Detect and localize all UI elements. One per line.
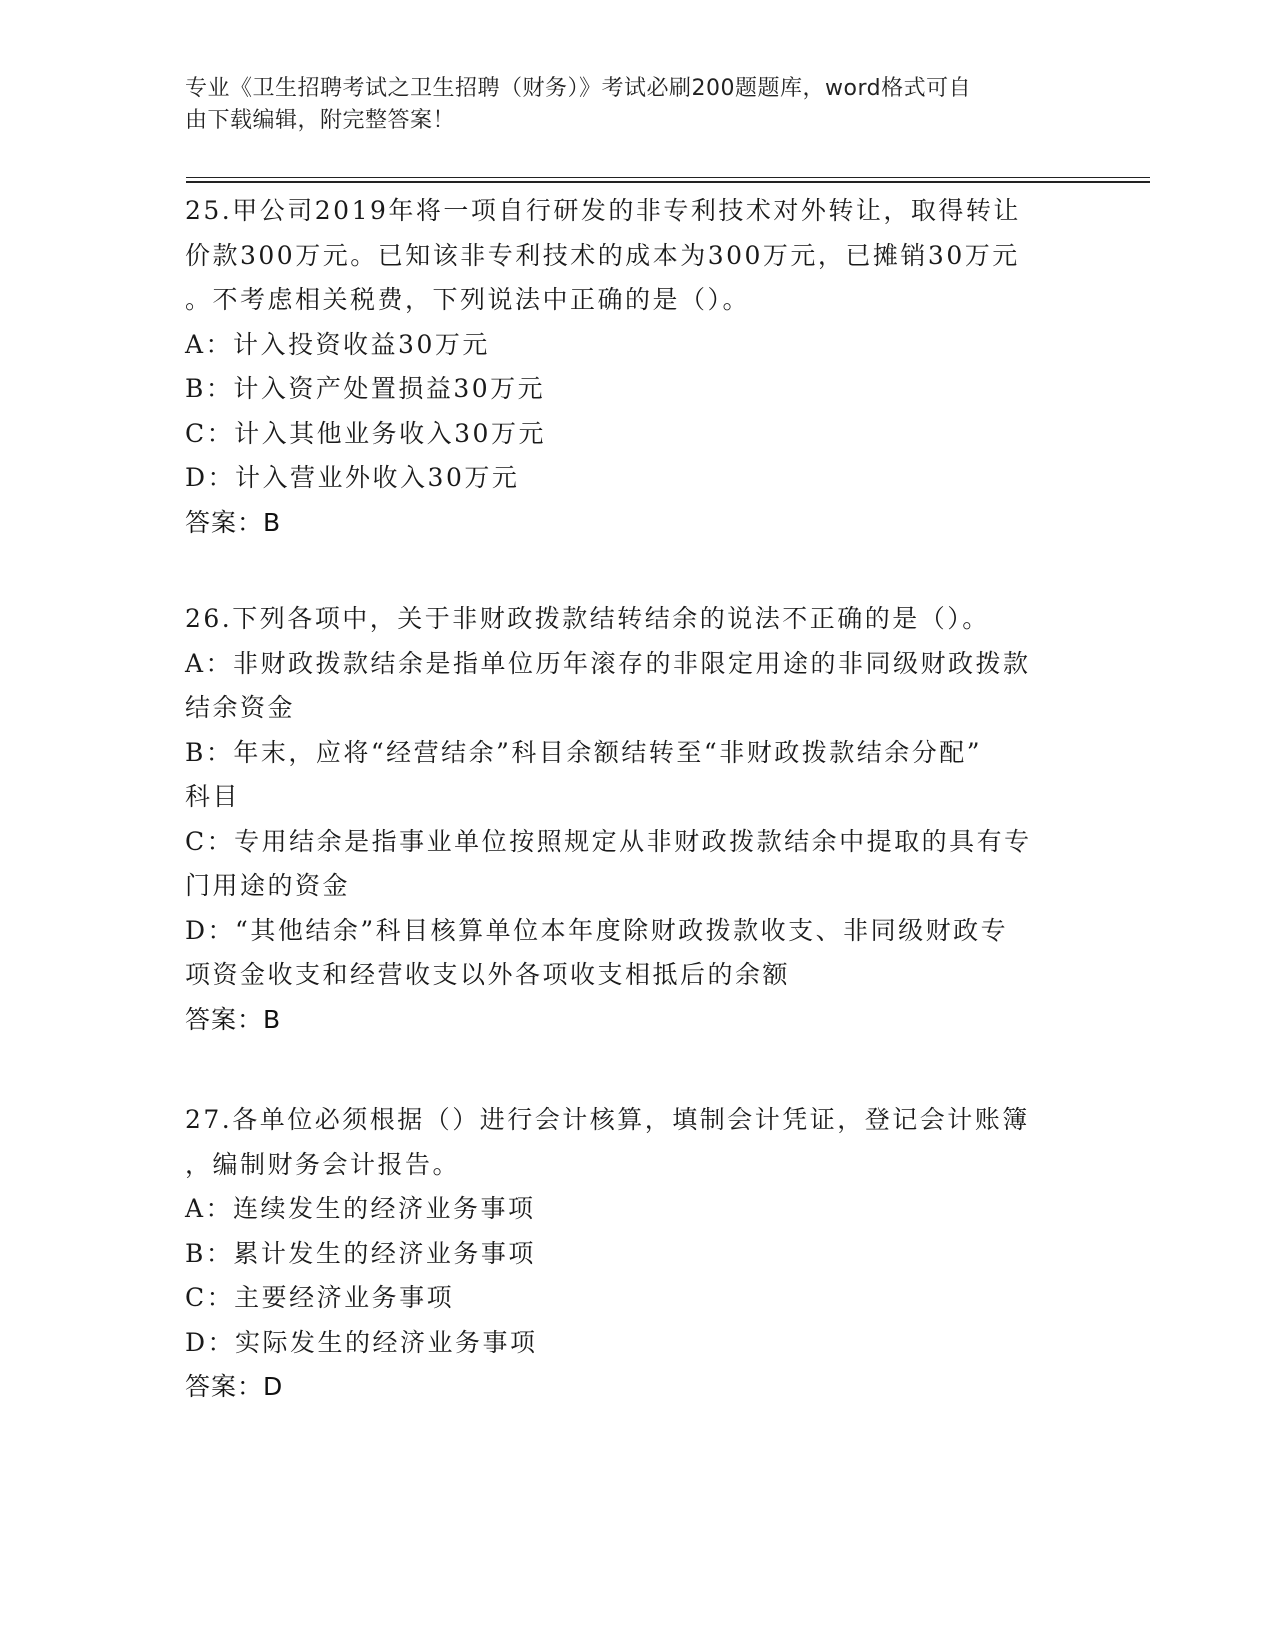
option-d-continuation: 项资金收支和经营收支以外各项收支相抵后的余额 [185,960,791,989]
option-a: A：非财政拨款结余是指单位历年滚存的非限定用途的非同级财政拨款 [185,648,1031,678]
option-a: A：计入投资收益30万元 [185,329,490,359]
option-b-continuation: 科目 [185,782,241,811]
option-c: C：专用结余是指事业单位按照规定从非财政拨款结余中提取的具有专 [185,826,1032,856]
header-line: 专业《卫生招聘考试之卫生招聘（财务）》考试必刷200题题库，word格式可自 [185,76,972,101]
question-25 [185,189,1070,545]
option-b: B：计入资产处置损益30万元 [185,374,546,403]
option-a-continuation: 结余资金 [185,693,296,722]
question-stem-line: ，编制财务会计报告。 [185,1149,461,1179]
question-stem-line: 价款300万元。已知该非专利技术的成本为300万元，已摊销30万元 [185,240,1020,270]
option-c: C：主要经济业务事项 [185,1283,455,1312]
option-c-continuation: 门用途的资金 [185,871,351,900]
question-27 [185,1098,1070,1410]
option-c: C：计入其他业务收入30万元 [185,418,546,448]
answer-label: 答案：B [185,507,282,537]
question-stem-line: 。不考虑相关税费，下列说法中正确的是（）。 [185,285,751,314]
question-26 [185,597,1070,1042]
answer-label: 答案：B [185,1004,282,1034]
question-stem-line: 26.下列各项中，关于非财政拨款结转结余的说法不正确的是（）。 [185,604,990,633]
header-divider-thick [186,181,1150,183]
option-b: B：累计发生的经济业务事项 [185,1238,536,1268]
header-divider-thin [186,177,1150,178]
question-stem-line: 25.甲公司2019年将一项自行研发的非专利技术对外转让，取得转让 [185,196,1021,225]
header-line: 由下载编辑，附完整答案！ [185,108,456,133]
option-a: A：连续发生的经济业务事项 [185,1194,536,1223]
answer-label: 答案：D [185,1372,284,1401]
document-header [185,73,1065,137]
question-stem-line: 27.各单位必须根据（）进行会计核算，填制会计凭证，登记会计账簿 [185,1105,1030,1134]
option-d: D：“其他结余”科目核算单位本年度除财政拨款收支、非同级财政专 [185,915,1009,945]
option-b: B：年末，应将“经营结余”科目余额结转至“非财政拨款结余分配” [185,737,982,767]
option-d: D：实际发生的经济业务事项 [185,1327,538,1357]
option-d: D：计入营业外收入30万元 [185,463,520,492]
